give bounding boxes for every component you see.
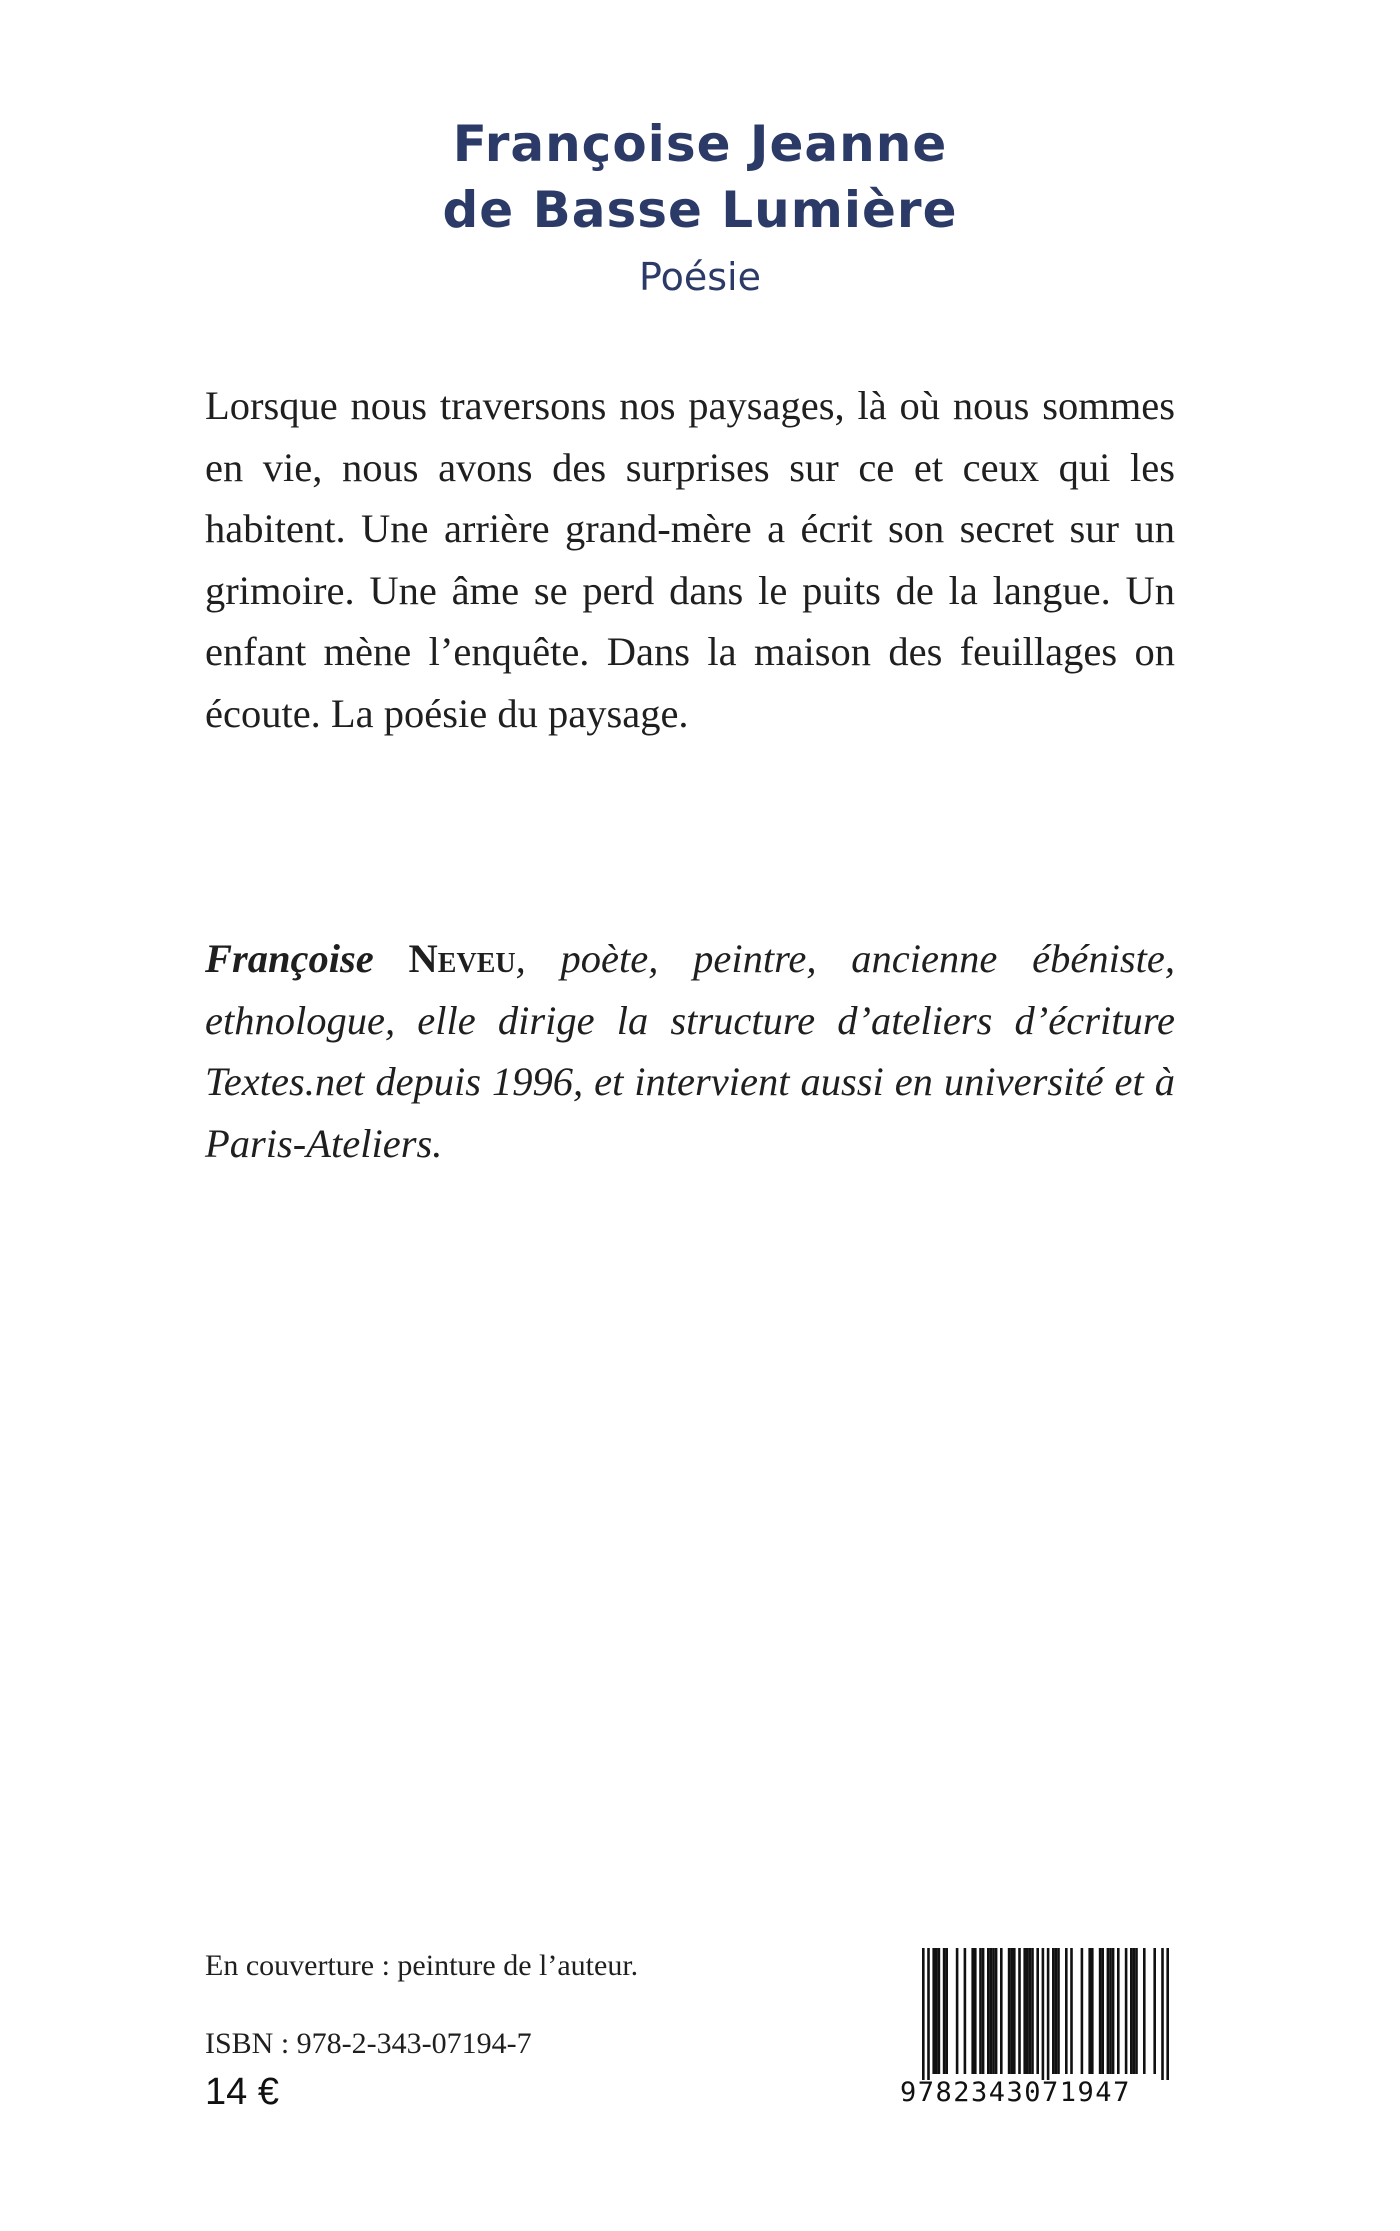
barcode-bar bbox=[974, 1948, 977, 2074]
barcode-bar bbox=[938, 1948, 941, 2074]
barcode-bar bbox=[1055, 1948, 1058, 2074]
barcode-bar bbox=[1023, 1948, 1026, 2074]
barcode-bar bbox=[1112, 1948, 1115, 2074]
barcode-bar bbox=[1107, 1948, 1110, 2074]
author-biography bbox=[205, 928, 1175, 1174]
barcode-bar bbox=[1026, 1948, 1029, 2074]
book-genre: Poésie bbox=[639, 255, 761, 299]
barcode-bar bbox=[1000, 1948, 1003, 2074]
barcode-bar bbox=[1109, 1948, 1112, 2074]
barcode-bar bbox=[1099, 1948, 1102, 2074]
barcode-bar bbox=[1088, 1948, 1091, 2074]
barcode-bar bbox=[979, 1948, 982, 2074]
barcode-bar bbox=[1065, 1948, 1068, 2074]
barcode-bar bbox=[922, 1948, 925, 2080]
barcode-bar bbox=[1008, 1948, 1011, 2074]
barcode-bar bbox=[1166, 1948, 1169, 2080]
barcode-bar bbox=[1036, 1948, 1039, 2074]
barcode-bar bbox=[1161, 1948, 1164, 2080]
barcode-bar bbox=[1070, 1948, 1073, 2074]
barcode-bar bbox=[927, 1948, 930, 2080]
barcode-bar bbox=[964, 1948, 967, 2074]
barcode-bar bbox=[982, 1948, 985, 2074]
barcode-bar bbox=[1133, 1948, 1136, 2074]
barcode-bar bbox=[932, 1948, 935, 2074]
barcode-bar bbox=[1135, 1948, 1138, 2074]
isbn-number: ISBN : 978-2-343-07194-7 bbox=[205, 2027, 532, 2060]
book-summary: Lorsque nous traversons nos paysages, là où nous sommes en vie, nous avons des surprises sur ce et ceux qui les habitent. Une arrière grand-mère a écrit son secret sur un grimoire. Une âme se perd dans le puits de la langue. Un enfant mène l’enquête. Dans la maison des feuillages on écoute. La poésie du paysage. bbox=[205, 383, 1175, 736]
barcode-bar bbox=[1031, 1948, 1034, 2074]
barcode-bar bbox=[1153, 1948, 1156, 2074]
barcode-digits: 9782343071947 bbox=[900, 2077, 1131, 2108]
barcode-bar bbox=[1081, 1948, 1084, 2074]
author-last-name: Neveu bbox=[408, 936, 516, 981]
barcode-bar bbox=[1018, 1948, 1021, 2074]
barcode-bar bbox=[1057, 1948, 1060, 2074]
barcode-bar bbox=[956, 1948, 959, 2074]
barcode-bar bbox=[943, 1948, 946, 2074]
author-first-name: Françoise bbox=[205, 936, 374, 981]
barcode-bar bbox=[1042, 1948, 1045, 2080]
barcode-bar bbox=[935, 1948, 938, 2074]
barcode-bar bbox=[992, 1948, 995, 2074]
barcode-bars-graphic bbox=[900, 1948, 1175, 2080]
barcode-bar bbox=[1125, 1948, 1128, 2074]
barcode-bar bbox=[987, 1948, 990, 2074]
book-title-line-1: Françoise Jeanne bbox=[452, 115, 948, 173]
barcode-bar bbox=[1130, 1948, 1133, 2074]
price-label: 14 € bbox=[205, 2071, 279, 2113]
book-title-line-2: de Basse Lumière bbox=[442, 181, 958, 239]
isbn-barcode bbox=[900, 1948, 1175, 2110]
barcode-bar bbox=[990, 1948, 993, 2074]
barcode-bar bbox=[1117, 1948, 1120, 2074]
barcode-bar bbox=[1047, 1948, 1050, 2080]
barcode-bar bbox=[1010, 1948, 1013, 2074]
barcode-bar bbox=[971, 1948, 974, 2074]
barcode-bar bbox=[1013, 1948, 1016, 2074]
barcode-bar bbox=[1101, 1948, 1104, 2074]
barcode-bar bbox=[945, 1948, 948, 2074]
barcode-bar bbox=[1091, 1948, 1094, 2074]
cover-credit: En couverture : peinture de l’auteur. bbox=[205, 1949, 639, 1982]
barcode-bar bbox=[995, 1948, 998, 2074]
author-bio-text: , poète, peintre, ancienne ébéniste, ethnologue, elle dirige la structure d’ateliers d’écriture Textes.net depuis 1996, et intervient aussi en université et à Paris-Ateliers. bbox=[205, 936, 1175, 1166]
barcode-bar bbox=[1029, 1948, 1032, 2074]
barcode-bar bbox=[1143, 1948, 1146, 2074]
barcode-bar bbox=[1052, 1948, 1055, 2074]
